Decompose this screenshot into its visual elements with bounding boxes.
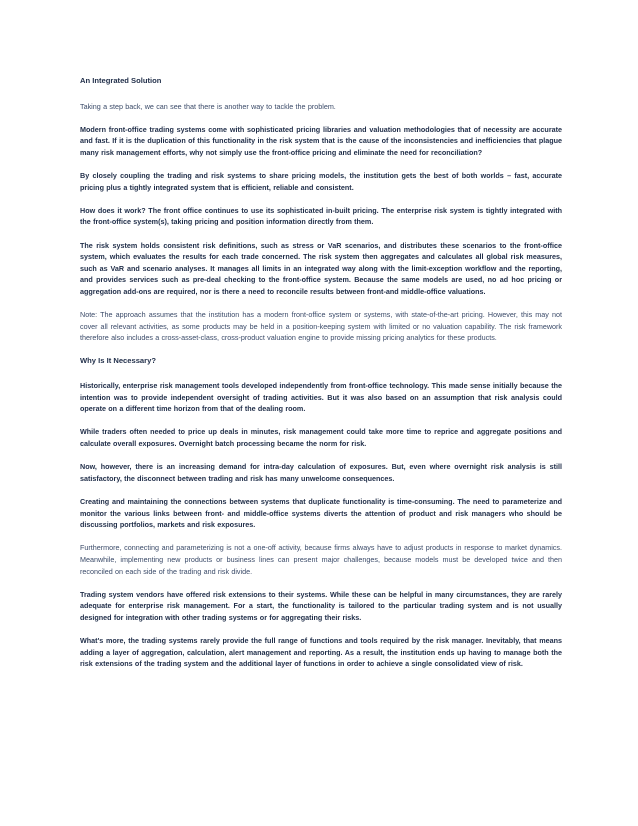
paragraph-intra-day: Now, however, there is an increasing demand for intra-day calculation of exposures. But, even where overnight risk analysis is still satisfactory, the disconnect between trading and risk has many unwelcome consequences. [80, 462, 562, 483]
paragraph-note: Note: The approach assumes that the institution has a modern front-office system or systems, with state-of-the-art pricing. However, this may not cover all relevant activities, as some products may be held in a position-keeping system with limited or no valuation capability. The risk framework therefore also includes a cross-asset-class, cross-product valuation engine to provide missing pricing analytics for these products. [80, 310, 562, 343]
paragraph-whats-more: What's more, the trading systems rarely provide the full range of functions and tools required by the risk manager. Inevitably, that means adding a layer of aggregation, calculation, alert management and reporting. As a result, the institution ends up having to manage both the risk extensions of the trading system and the additional layer of functions in order to achieve a single consolidated view of risk. [80, 636, 562, 669]
paragraph-modern-front-office: Modern front-office trading systems come with sophisticated pricing libraries and valuation methodologies that of necessity are accurate and fast. If it is the duplication of this functionality in the risk system that is the cause of the inconsistencies and inefficiencies that plague many risk management efforts, why not simply use the front-office pricing and eliminate the need for reconciliation? [80, 124, 562, 157]
section-heading-why-necessary: Why Is It Necessary? [80, 355, 156, 365]
paragraph-vendors: Trading system vendors have offered risk extensions to their systems. While these can be helpful in many circumstances, they are rarely adequate for enterprise risk management. For a start, the functionality is tailored to the particular trading system and is not usually designed for integration with other trading systems or for aggregating their risks. [80, 589, 562, 622]
paragraph-closely-coupling: By closely coupling the trading and risk systems to share pricing models, the institution gets the best of both worlds – fast, accurate pricing plus a tightly integrated system that is efficient, reliable and consistent. [80, 171, 562, 192]
paragraph-furthermore: Furthermore, connecting and parameterizing is not a one-off activity, because firms always have to adjust products in response to market dynamics. Meanwhile, implementing new products or business lines can present major challenges, because models must be developed twice and then reconciled on each side of the trading and risk divide. [80, 543, 562, 576]
section-heading-integrated-solution: An Integrated Solution [80, 76, 162, 85]
document-page [80, 76, 562, 682]
paragraph-creating-maintaining: Creating and maintaining the connections between systems that duplicate functionality is time-consuming. The need to parameterize and monitor the various links between front- and middle-office systems diverts the attention of product and risk managers who should be discussing portfolios, markets and risk exposures. [80, 497, 562, 530]
paragraph-how-does-it-work: How does it work? The front office continues to use its sophisticated in-built pricing. The enterprise risk system is tightly integrated with the front-office system(s), taking pricing and position information directly from them. [80, 205, 562, 227]
paragraph-step-back: Taking a step back, we can see that there is another way to tackle the problem. [80, 101, 336, 111]
paragraph-risk-system-holds: The risk system holds consistent risk definitions, such as stress or VaR scenarios, and distributes these scenarios to the front-office system, which evaluates the results for each trade concerned. The risk system then aggregates and calculates all global risk measures, such as VaR and scenario analyses. It manages all limits in an integrated way along with the limit-exception workflow and the reporting, and provides services such as pre-deal checking to the front-office system. Because the same models are used, no ad hoc pricing or aggregation add-ons are required, nor is there a need to reconcile results between front-and middle-office valuations. [80, 240, 562, 296]
paragraph-historically: Historically, enterprise risk management tools developed independently from front-office technology. This made sense initially because the intention was to provide independent oversight of trading activities. But it was also based on an assumption that risk analysis could operate on a different time horizon from that of the dealing room. [80, 381, 562, 414]
paragraph-traders-price: While traders often needed to price up deals in minutes, risk management could take more time to reprice and aggregate positions and calculate overall exposures. Overnight batch processing became the norm for risk. [80, 427, 562, 449]
